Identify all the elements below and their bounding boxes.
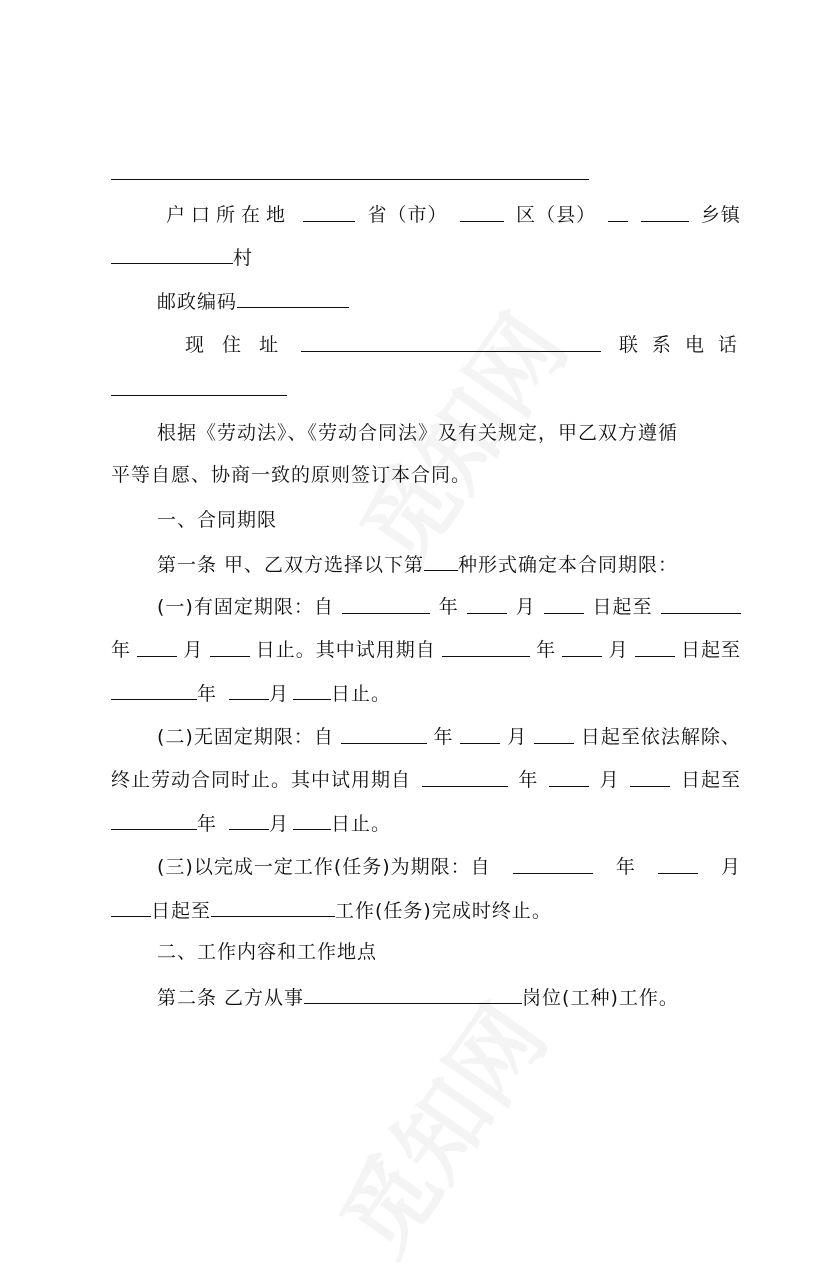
- section-2-title: 二、工作内容和工作地点: [157, 941, 378, 963]
- trial-end-month-blank[interactable]: [229, 681, 269, 700]
- nian: 年: [438, 596, 459, 618]
- task-name-blank[interactable]: [211, 898, 335, 917]
- start-month-blank[interactable]: [467, 595, 507, 614]
- nian: 年: [518, 769, 539, 791]
- nian: 年: [197, 813, 218, 835]
- start-day-blank[interactable]: [544, 595, 584, 614]
- open-trial-end-month-blank[interactable]: [229, 811, 269, 830]
- ri-qi-zhi: 日起至: [680, 769, 741, 791]
- cun-blank[interactable]: [111, 245, 233, 264]
- open-trial-day-blank[interactable]: [630, 768, 670, 787]
- qu-blank[interactable]: [460, 203, 504, 222]
- nian: 年: [197, 683, 218, 705]
- intro-line-2: 平等自愿、协商一致的原则签订本合同。: [111, 464, 472, 486]
- hukou-line: [166, 203, 741, 227]
- watermark: [305, 975, 571, 1277]
- open-trial-end-day-blank[interactable]: [293, 811, 331, 830]
- top-rule: [111, 179, 589, 180]
- section-1-title: 一、合同期限: [157, 509, 278, 531]
- cun-line: [111, 245, 741, 270]
- intro-line-1: 根据《劳动法》、《劳动合同法》及有关规定，甲乙双方遵循: [157, 422, 679, 444]
- qu-label: 区（县）: [516, 204, 597, 226]
- open-dissolve-text: 日起至依法解除、: [580, 726, 741, 748]
- fixed-label: (一)有固定期限：自: [157, 596, 334, 618]
- article-1-text-a: 第一条 甲、乙双方选择以下第: [157, 554, 425, 576]
- yue: 月: [515, 596, 536, 618]
- task-line-1: [157, 855, 741, 879]
- yue: 月: [183, 639, 204, 661]
- zhuzhi-blank[interactable]: [301, 333, 601, 352]
- trial-end-year-blank[interactable]: [111, 681, 197, 700]
- end-year-blank[interactable]: [661, 595, 741, 614]
- zhuzhi-line: [185, 333, 741, 357]
- open-start-day-blank[interactable]: [534, 725, 574, 744]
- open-label: (二)无固定期限：自: [157, 726, 334, 748]
- fixed-line-2: [111, 638, 741, 662]
- sheng-label: 省（市）: [367, 204, 448, 226]
- position-blank[interactable]: [304, 985, 522, 1004]
- xiang-blank[interactable]: [641, 203, 689, 222]
- youzheng-label: 邮政编码: [157, 291, 238, 313]
- open-trial-text: 终止劳动合同时止。其中试用期自: [111, 769, 412, 791]
- sheng-blank[interactable]: [303, 203, 355, 222]
- nian: 年: [615, 856, 636, 878]
- trial-start-year-blank[interactable]: [442, 638, 530, 657]
- trial-start-month-blank[interactable]: [562, 638, 602, 657]
- youzheng-line: [157, 289, 787, 314]
- article-1: [157, 552, 741, 577]
- yue: 月: [599, 769, 620, 791]
- article-2-text-b: 岗位(工种)工作。: [522, 987, 679, 1009]
- zhuzhi-label: 现 住 址: [185, 334, 285, 356]
- trial-end-day-blank[interactable]: [293, 681, 331, 700]
- open-line-3: [111, 811, 741, 836]
- open-line-2: [111, 768, 741, 792]
- phone-line: [111, 377, 741, 402]
- task-start-day-blank[interactable]: [111, 898, 151, 917]
- xiang-label: 乡镇: [700, 204, 741, 226]
- cun-label: 村: [233, 247, 254, 269]
- qu-tail-blank[interactable]: [608, 203, 628, 222]
- task-start-month-blank[interactable]: [658, 855, 698, 874]
- open-start-month-blank[interactable]: [460, 725, 500, 744]
- open-trial-end-year-blank[interactable]: [111, 811, 197, 830]
- phone-label: 联 系 电 话: [618, 334, 741, 356]
- task-line-2: [111, 898, 741, 923]
- ri-qi-zhi: 日起至: [592, 596, 653, 618]
- ri-qi-zhi: 日起至: [151, 900, 212, 922]
- start-year-blank[interactable]: [342, 595, 430, 614]
- nian: 年: [111, 639, 132, 661]
- phone-blank[interactable]: [111, 377, 287, 396]
- yue: 月: [269, 683, 290, 705]
- task-label: (三)以完成一定工作(任务)为期限：自: [157, 856, 491, 878]
- fixed-line-3: [111, 681, 741, 706]
- yue: 月: [720, 856, 741, 878]
- end-day-blank[interactable]: [210, 638, 250, 657]
- nian: 年: [536, 639, 557, 661]
- task-start-year-blank[interactable]: [513, 855, 593, 874]
- open-trial-month-blank[interactable]: [549, 768, 589, 787]
- open-trial-year-blank[interactable]: [422, 768, 508, 787]
- article-2-text-a: 第二条 乙方从事: [157, 987, 305, 1009]
- fixed-line-1: [157, 595, 741, 619]
- yue: 月: [608, 639, 629, 661]
- ri-zhi: 日止。: [331, 813, 392, 835]
- trial-start-day-blank[interactable]: [635, 638, 675, 657]
- nian: 年: [433, 726, 454, 748]
- yue: 月: [507, 726, 528, 748]
- ri-zhi: 日止。: [331, 683, 392, 705]
- task-end-text: 工作(任务)完成时终止。: [335, 900, 552, 922]
- fixed-end-text: 日止。其中试用期自: [255, 639, 436, 661]
- open-start-year-blank[interactable]: [341, 725, 427, 744]
- youzheng-blank[interactable]: [237, 289, 349, 308]
- end-month-blank[interactable]: [137, 638, 177, 657]
- hukou-label: 户口所在地: [166, 204, 292, 226]
- article-2: [157, 985, 787, 1010]
- form-choice-blank[interactable]: [424, 552, 458, 571]
- ri-qi-zhi: 日起至: [680, 639, 741, 661]
- article-1-text-b: 种形式确定本合同期限：: [458, 554, 679, 576]
- open-line-1: [157, 725, 741, 749]
- yue: 月: [269, 813, 290, 835]
